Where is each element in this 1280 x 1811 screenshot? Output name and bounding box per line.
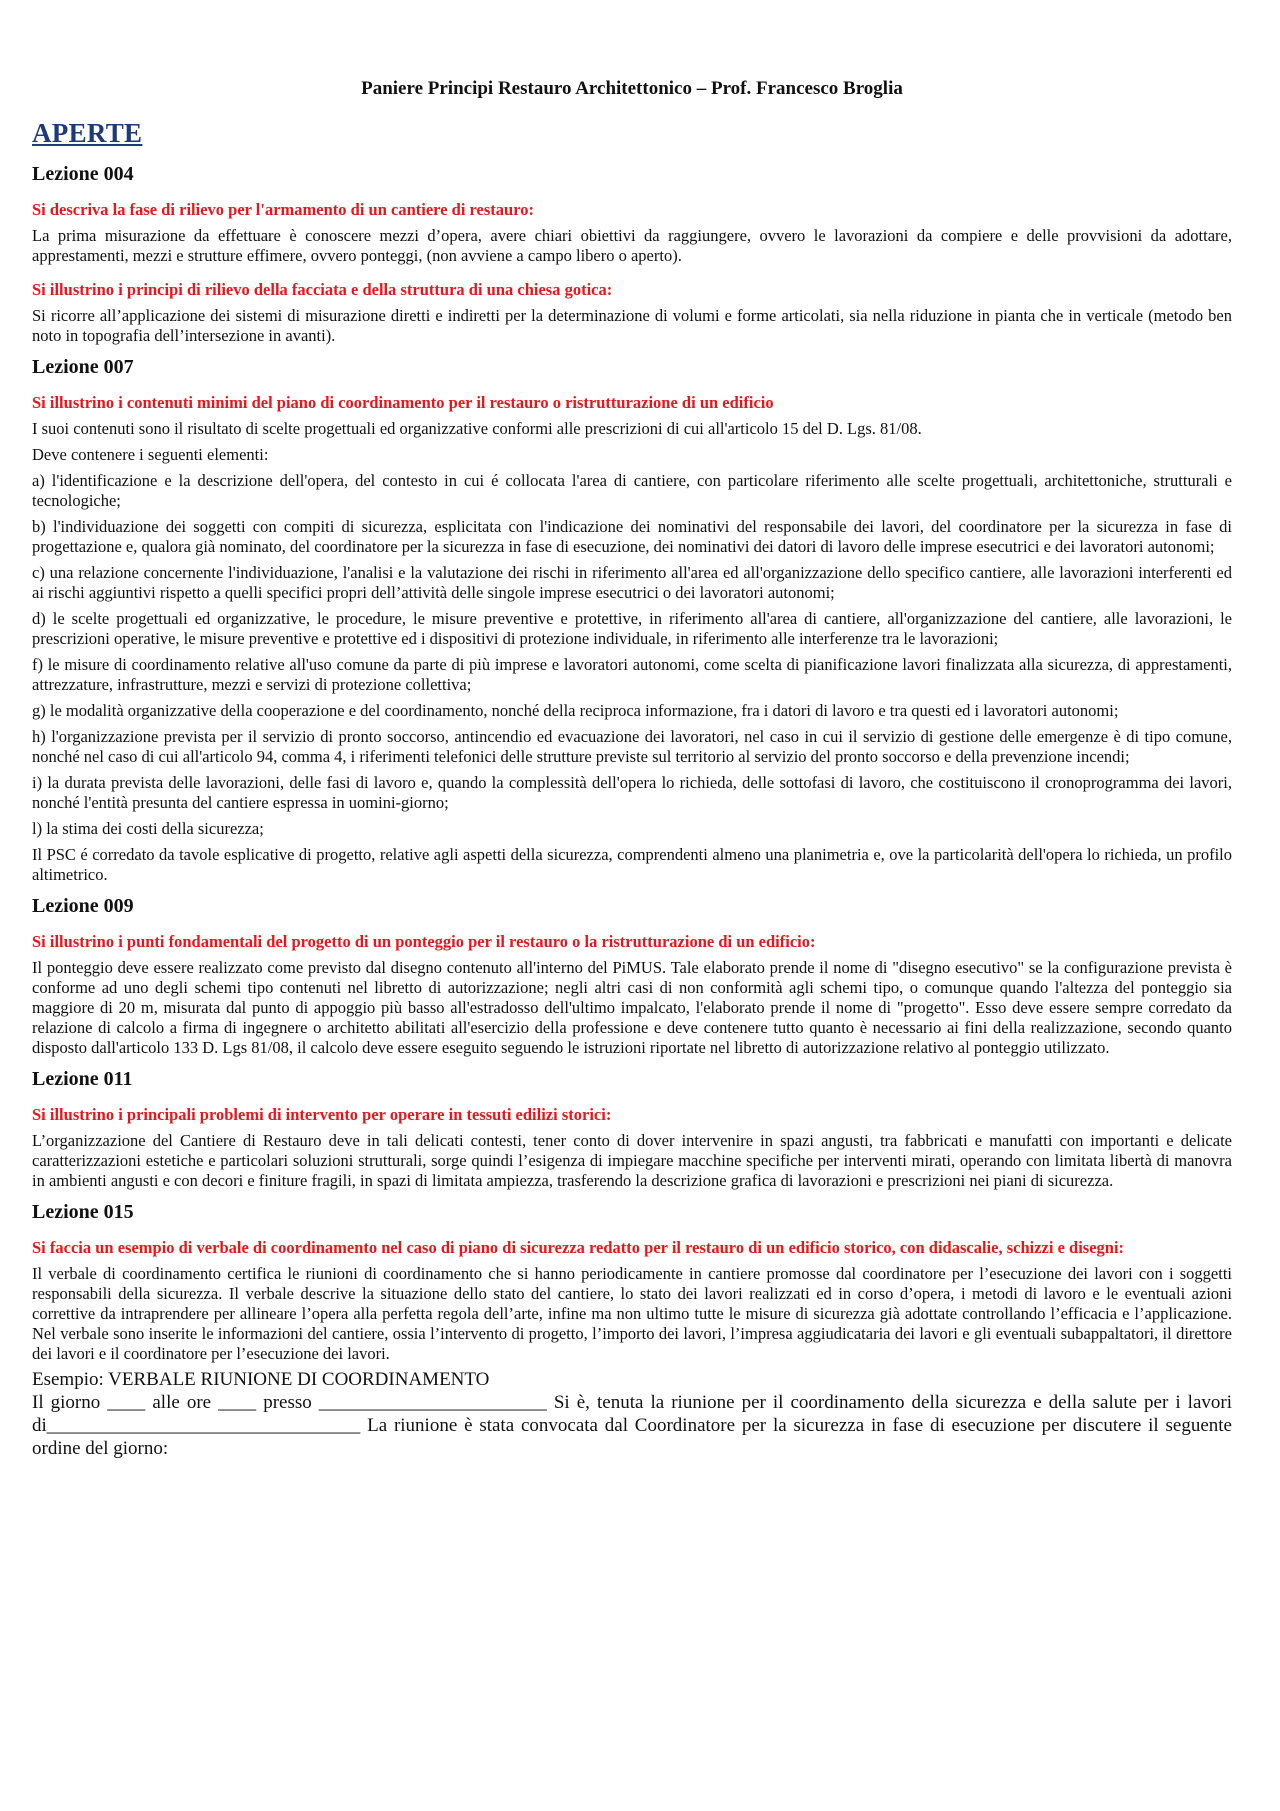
lesson-heading-015: Lezione 015: [32, 1201, 134, 1223]
answer-007-intro: I suoi contenuti sono il risultato di scelte progettuali ed organizzative conformi alle prescrizioni di cui all'articolo 15 del D. Lgs. 81/08.: [32, 419, 922, 438]
verbale-example-heading: Esempio: VERBALE RIUNIONE DI COORDINAMENTO: [32, 1369, 490, 1390]
answer-007-list-intro: Deve contenere i seguenti elementi:: [32, 445, 269, 464]
answer-007-closing: Il PSC é corredato da tavole esplicative di progetto, relative agli aspetti della sicurezza, comprendenti almeno una planimetria e, ove la particolarità dell'opera lo richieda, un profilo altimetrico.: [32, 845, 1232, 884]
answer-007-item-b: b) l'individuazione dei soggetti con compiti di sicurezza, esplicitata con l'indicazione dei nominativi del responsabile dei lavori, del coordinatore per la sicurezza in fase di progettazione e, qualora già nominato, del coordinatore per la sicurezza in fase di esecuzione, dei nominativi dei datori di lavoro delle imprese esecutrici e dei lavoratori autonomi;: [32, 517, 1232, 556]
lesson-heading-011: Lezione 011: [32, 1068, 133, 1090]
answer-007-item-l: l) la stima dei costi della sicurezza;: [32, 819, 264, 838]
lesson-heading-007: Lezione 007: [32, 356, 134, 378]
answer-007-item-d: d) le scelte progettuali ed organizzative, le procedure, le misure preventive e protettive, in riferimento all'area di cantiere, all'organizzazione del cantiere, alle lavorazioni, le prescrizioni operative, le misure preventive e protettive ed i dispositivi di protezione individuale, in riferimento alle interferenze tra le lavorazioni;: [32, 609, 1232, 648]
question-011-1: Si illustrino i principali problemi di intervento per operare in tessuti edilizi storici:: [32, 1105, 612, 1124]
answer-007-item-g: g) le modalità organizzative della cooperazione e del coordinamento, nonché della reciproca informazione, fra i datori di lavoro e tra questi ed i lavoratori autonomi;: [32, 701, 1119, 720]
question-007-1: Si illustrino i contenuti minimi del piano di coordinamento per il restauro o ristrutturazione di un edificio: [32, 393, 774, 412]
answer-007-item-i: i) la durata prevista delle lavorazioni, delle fasi di lavoro e, quando la complessità dell'opera lo richieda, delle sottofasi di lavoro, che costituiscono il cronoprogramma dei lavori, nonché l'entità presunta del cantiere espressa in uomini-giorno;: [32, 773, 1232, 812]
section-title-aperte: APERTE: [32, 118, 143, 148]
verbale-form-text: Il giorno ____ alle ore ____ presso ________________________ Si è, tenuta la riunione per il coordinamento della sicurezza e della salute per i lavori di_________________________________ La riunione è stata convocata dal Coordinatore per la sicurezza in fase di esecuzione per discutere il seguente ordine del giorno:: [32, 1392, 1232, 1459]
document-title: Paniere Principi Restauro Architettonico – Prof. Francesco Broglia: [361, 78, 903, 99]
answer-011-1: L’organizzazione del Cantiere di Restauro deve in tali delicati contesti, tener conto di dover intervenire in spazi angusti, tra fabbricati e manufatti con importanti e delicate caratterizzazioni estetiche e particolari soluzioni strutturali, sorge quindi l’esigenza di impiegare macchine specifiche per interventi mirati, operando con limitata libertà di manovra in ambienti angusti e con decori e finiture fragili, in spazi di limitata ampiezza, trasferendo la descrizione grafica di lavorazioni e prescrizioni nei piani di sicurezza.: [32, 1131, 1232, 1190]
lesson-heading-004: Lezione 004: [32, 163, 134, 185]
answer-007-item-c: c) una relazione concernente l'individuazione, l'analisi e la valutazione dei rischi in riferimento all'area ed all'organizzazione dello specifico cantiere, alle lavorazioni interferenti ed ai rischi aggiuntivi rispetto a quelli specifici propri dell’attività delle singole imprese esecutrici o dei lavoratori autonomi;: [32, 563, 1232, 602]
question-009-1: Si illustrino i punti fondamentali del progetto di un ponteggio per il restauro o la ristrutturazione di un edificio:: [32, 932, 816, 951]
answer-007-item-f: f) le misure di coordinamento relative all'uso comune da parte di più imprese e lavoratori autonomi, come scelta di pianificazione lavori finalizzata alla sicurezza, di apprestamenti, attrezzature, infrastrutture, mezzi e servizi di protezione collettiva;: [32, 655, 1232, 694]
question-004-2: Si illustrino i principi di rilievo della facciata e della struttura di una chiesa gotica:: [32, 280, 613, 299]
lesson-heading-009: Lezione 009: [32, 895, 134, 917]
answer-015-1: Il verbale di coordinamento certifica le riunioni di coordinamento che si hanno periodicamente in cantiere promosse dal coordinatore per l’esecuzione dei lavori con i soggetti responsabili della sicurezza. Il verbale descrive la situazione dello stato del cantiere, lo stato dei lavori realizzati ed in corso d’opera, i metodi di lavoro e le eventuali azioni correttive da intraprendere per allineare l’opera alla perfetta regola dell’arte, infine ma non ultimo tutte le misure di sicurezza già adottate controllando l’efficacia e l’applicazione. Nel verbale sono inserite le informazioni del cantiere, ossia l’intervento di progetto, l’importo dei lavori, l’impresa aggiudicataria dei lavori e gli eventuali subappaltatori, il direttore dei lavori e il coordinatore per l’esecuzione dei lavori.: [32, 1264, 1232, 1363]
question-015-1: Si faccia un esempio di verbale di coordinamento nel caso di piano di sicurezza redatto per il restauro di un edificio storico, con didascalie, schizzi e disegni:: [32, 1238, 1125, 1257]
answer-009-1: Il ponteggio deve essere realizzato come previsto dal disegno contenuto all'interno del PiMUS. Tale elaborato prende il nome di "disegno esecutivo" se la configurazione prevista è conforme ad uno degli schemi tipo contenuti nel libretto di autorizzazione; negli altri casi di non conformità agli schemi tipo, o comunque quando l'altezza del ponteggio sia maggiore di 20 m, misurata dal punto di appoggio più basso all'estradosso dell'ultimo impalcato, l'elaborato prende il nome di "progetto". Esso deve essere sempre corredato da relazione di calcolo a firma di ingegnere o architetto abilitati all'esercizio della professione e deve contenere tutto quanto è necessario ai fini della realizzazione, secondo quanto disposto dall'articolo 133 D. Lgs 81/08, il calcolo deve essere eseguito seguendo le istruzioni riportate nel libretto di autorizzazione relativo al ponteggio utilizzato.: [32, 958, 1232, 1057]
answer-007-item-h: h) l'organizzazione prevista per il servizio di pronto soccorso, antincendio ed evacuazione dei lavoratori, nel caso in cui il servizio di gestione delle emergenze è di tipo comune, nonché nel caso di cui all'articolo 94, comma 4, i riferimenti telefonici delle strutture previste sul territorio al servizio del pronto soccorso e della prevenzione incendi;: [32, 727, 1232, 766]
answer-007-item-a: a) l'identificazione e la descrizione dell'opera, del contesto in cui é collocata l'area di cantiere, con particolare riferimento alle scelte progettuali, architettoniche, strutturali e tecnologiche;: [32, 471, 1232, 510]
answer-004-1: La prima misurazione da effettuare è conoscere mezzi d’opera, avere chiari obiettivi da raggiungere, ovvero le lavorazioni da compiere e delle provvisioni da adottare, apprestamenti, mezzi e strutture effimere, ovvero ponteggi, (non avviene a campo libero o aperto).: [32, 226, 1232, 265]
answer-004-2: Si ricorre all’applicazione dei sistemi di misurazione diretti e indiretti per la determinazione di volumi e forme articolati, sia nella riduzione in pianta che in verticale (metodo ben noto in topografia dell’intersezione in avanti).: [32, 306, 1232, 345]
question-004-1: Si descriva la fase di rilievo per l'armamento di un cantiere di restauro:: [32, 200, 534, 219]
